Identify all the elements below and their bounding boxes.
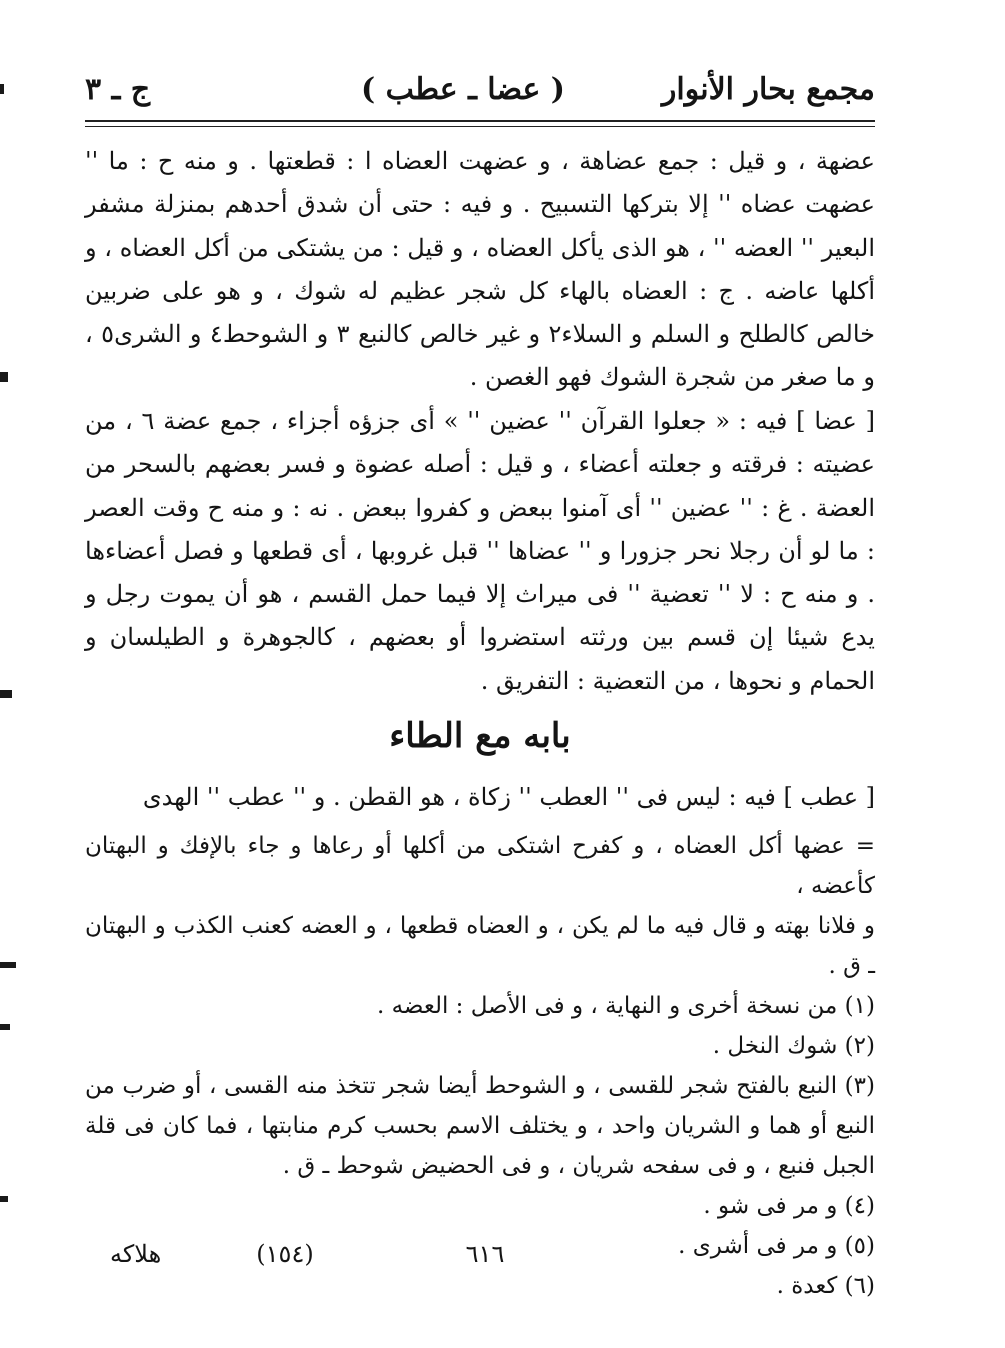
signature-word: هلاكه (110, 1240, 162, 1268)
page-footer (85, 1240, 875, 1280)
volume-label: ج ـ ٣ (85, 72, 151, 107)
continuation-line: و فلانا بهته و قال فيه ما لم يكن ، و العضاه قطعها ، و العضه كعنب الكذب و البهتان ـ ق . (85, 913, 875, 979)
scan-edge-mark (0, 962, 16, 968)
paragraph-ada (85, 400, 875, 703)
footnote: (٤) و مر فى شو . (703, 1193, 875, 1219)
footnote: (٦) كعدة . (776, 1273, 875, 1299)
paragraph-text: [ عضا ] فيه : « جعلوا القرآن '' عضين '' » أى جزؤه أجزاء ، جمع عضة ٦ ، من عضيته : فرقته و جعلته أعضاء ، و قيل : أصله عضوة و فسر بعضهم بالسحر من العضة . غ : '' عضين '' أى آمنوا ببعض و كفروا ببعض . نه : و منه ح وقت العصر : ما لو أن رجلا نحر جزورا و '' عضاها '' قبل غروبها ، أى قطعها و فصل أعضاءها . و منه ح : لا '' تعضية '' فى ميراث إلا فيما حمل القسم ، هو أن يموت رجل و يدع شيئا إن قسم بين ورثته استضروا أو بعضهم ، كالجوهرة و الطيلسان و الحمام و نحوها ، من التعضية : التفريق . (85, 407, 876, 695)
volume-page-number: (١٥٤) (256, 1240, 314, 1268)
entry-range: ( عضا ـ عطب ) (361, 72, 565, 107)
footnote: (١) من نسخة أخرى و النهاية ، و فى الأصل : العضه . (376, 993, 875, 1019)
page-header (85, 64, 875, 114)
continuation-line: = عضها أكل العضاه ، و كفرح اشتكى من أكلها أو رعاها و جاء بالإفك و البهتان كأعضه ، (85, 833, 875, 899)
header-rule (85, 120, 875, 122)
scan-edge-mark (0, 1024, 10, 1030)
page-number: ٦١٦ (465, 1240, 505, 1268)
footnote: (٣) النبع بالفتح شجر للقسى ، و الشوحط أيضا شجر تتخذ منه القسى ، أو ضرب من النبع أو هما و الشريان واحد ، و يختلف الاسم بحسب كرم منابتها ، فما كان فى قلة الجبل فنبع ، و فى سفحه شريان ، و فى الحضيض شوحط ـ ق . (85, 1073, 875, 1179)
footnote: (٥) و مر فى أشرى . (678, 1233, 875, 1259)
scan-edge-mark (0, 372, 8, 382)
section-heading: بابه مع الطاء (389, 716, 571, 756)
paragraph-text: عضهة ، و قيل : جمع عضاهة ، و عضهت العضاه ا : قطعتها . و منه ح : ما '' عضهت عضاه '' إلا بتركها التسبيح . و فيه : حتى أن شدق أحدهم بمنزلة مشفر البعير '' العضه '' ، هو الذى يأكل العضاه ، و قيل : من يشتكى من أكل العضاه ، و أكلها عاضه . ج : العضاه بالهاء كل شجر عظيم له شوك ، و هو على ضربين خالص كالطلح و السلم و السلاء٢ و غير خالص كالنبع ٣ و الشوحط٤ و الشرى٥ ، و ما صغر من شجرة الشوك فهو الغصن . (85, 147, 875, 392)
header-rule-thin (85, 126, 875, 127)
paragraph-text: [ عطب ] فيه : ليس فى '' العطب '' زكاة ، هو القطن . و '' عطب '' الهدى (142, 783, 875, 811)
paragraph-atab (85, 776, 875, 819)
notes-block (85, 826, 875, 1306)
paragraph-adah (85, 140, 875, 400)
book-title: مجمع بحار الأنوار (661, 72, 875, 107)
scan-edge-mark (0, 84, 4, 94)
footnote: (٢) شوك النخل . (712, 1033, 875, 1059)
scan-edge-mark (0, 690, 12, 698)
scan-edge-mark (0, 1196, 8, 1202)
